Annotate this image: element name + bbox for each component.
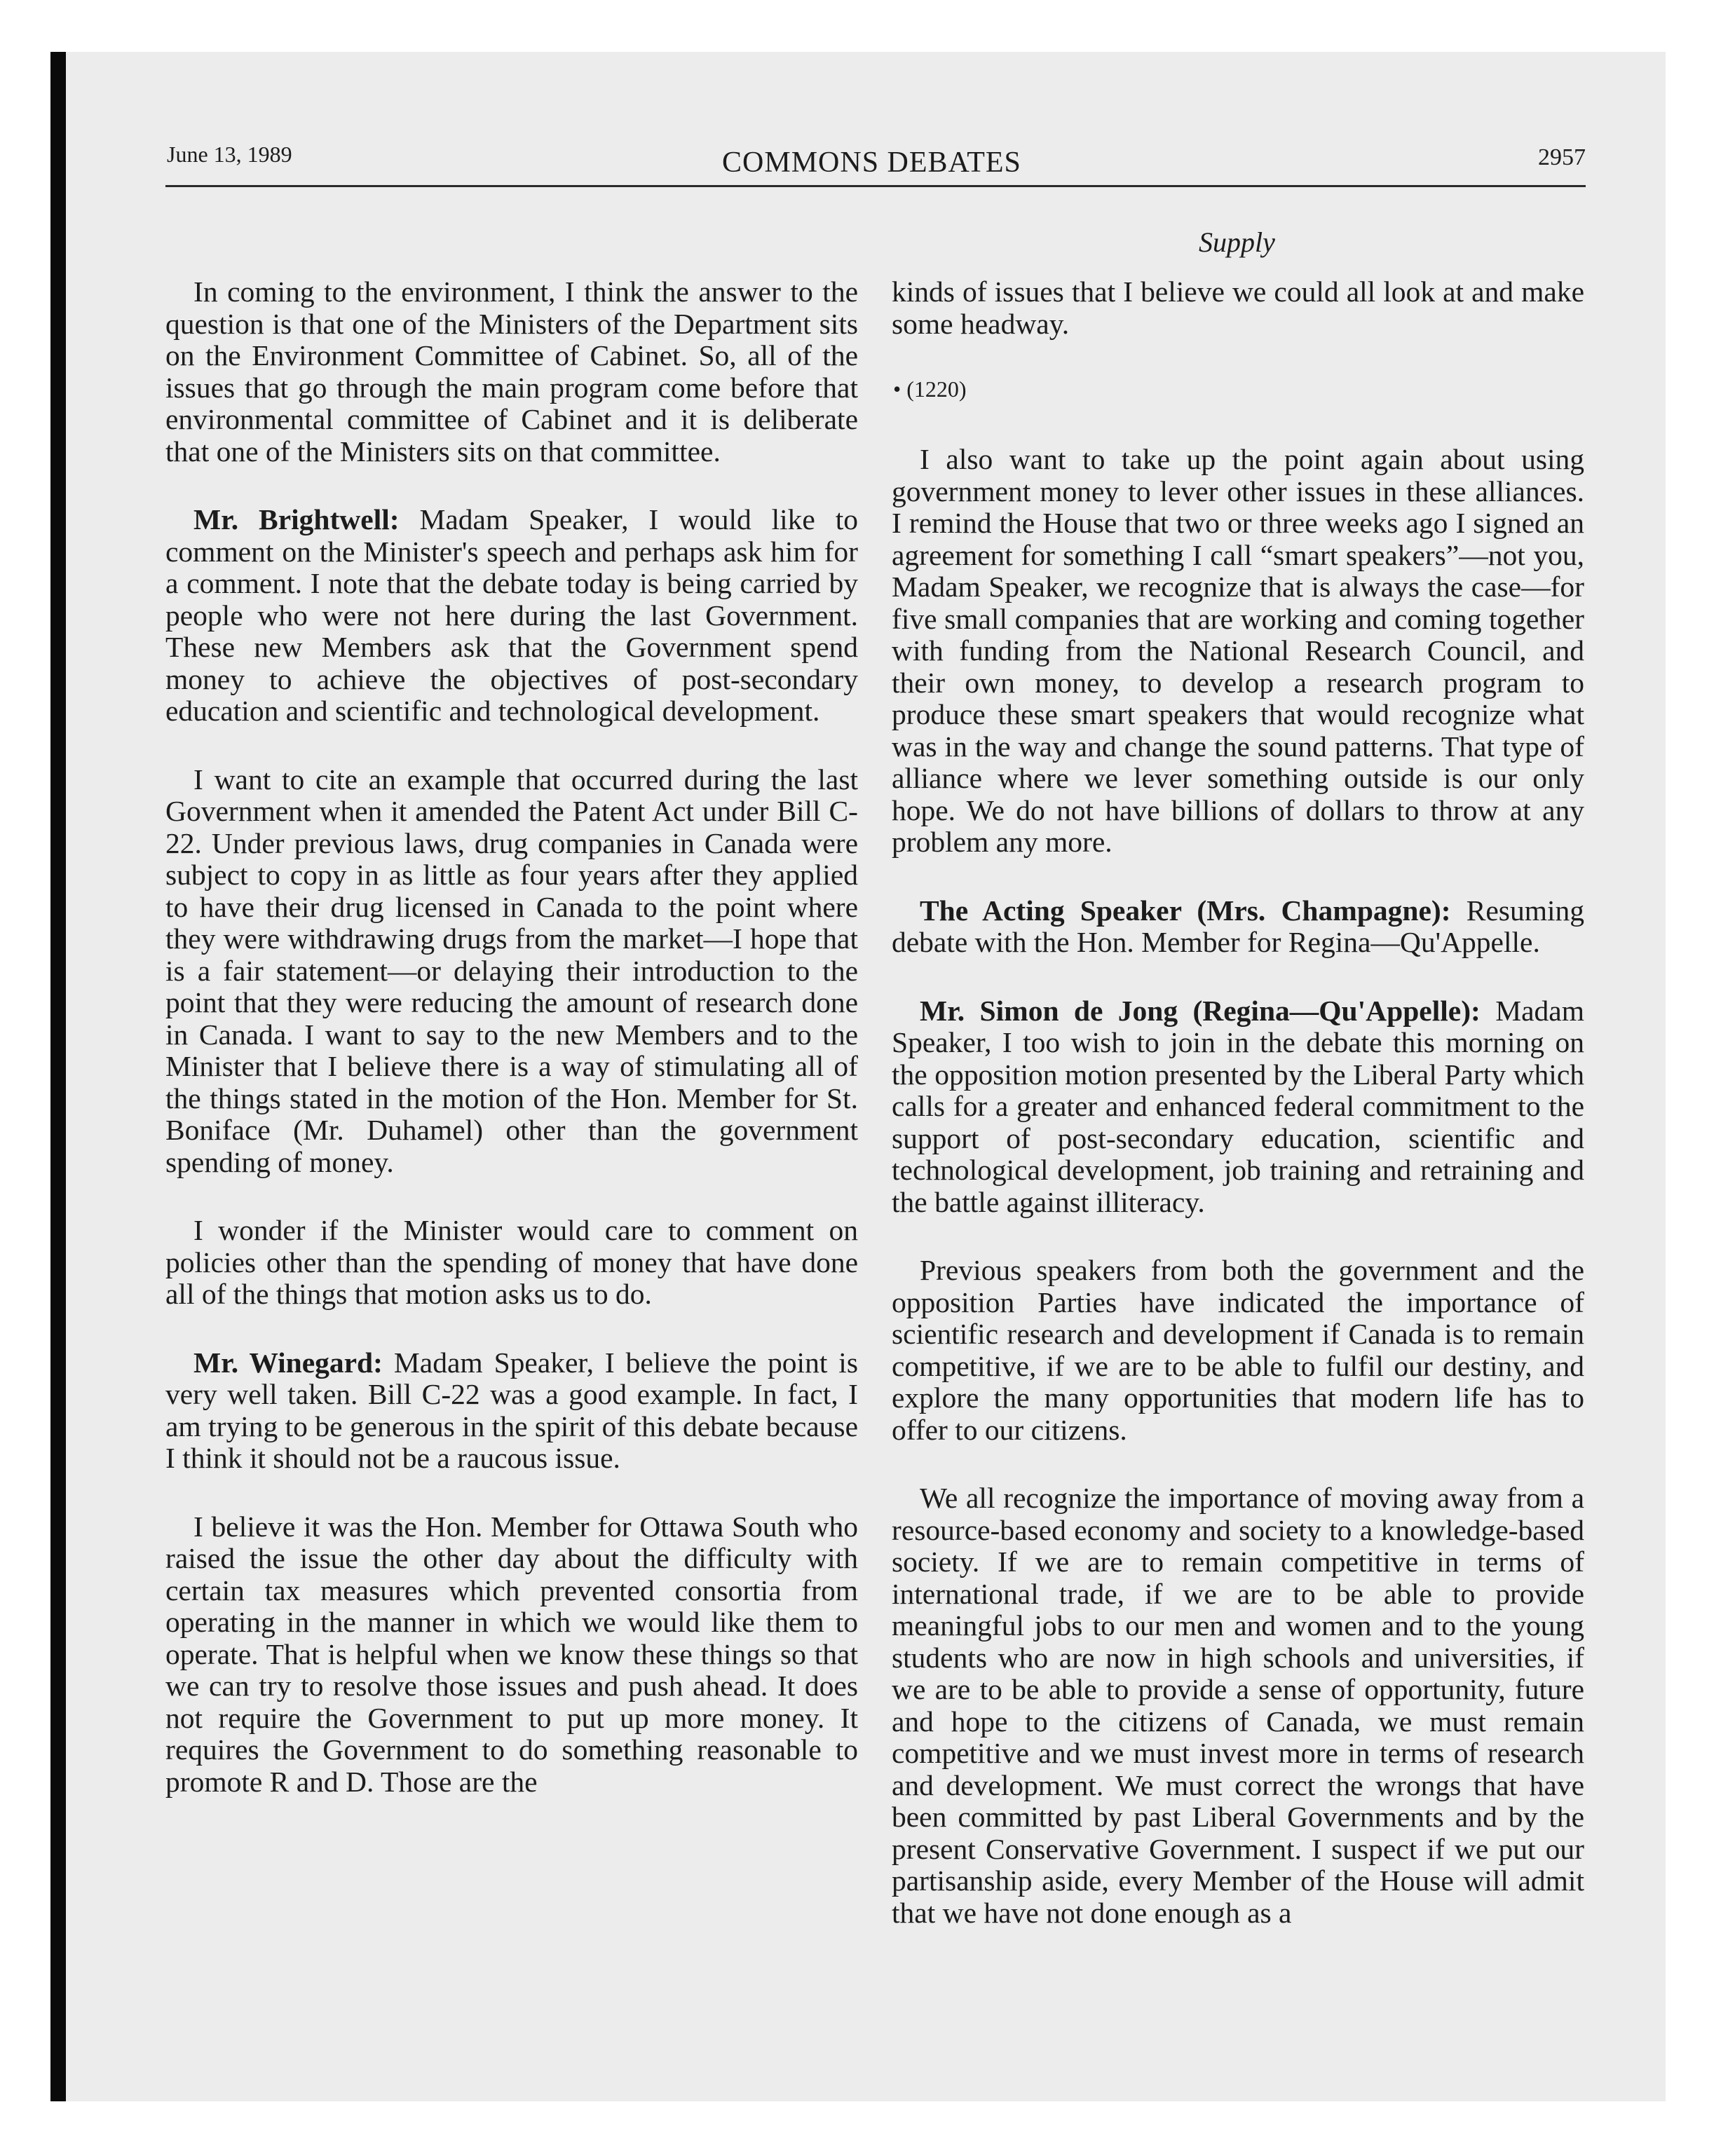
paragraph: [892, 895, 1584, 959]
paragraph: [165, 504, 858, 728]
speaker-name: Mr. Simon de Jong (Regina—Qu'Appelle):: [920, 994, 1481, 1027]
paragraph: kinds of issues that I believe we could all look at and make some headway.: [892, 275, 1584, 340]
paragraph: I believe it was the Hon. Member for Ottawa South who raised the issue the other day about the difficulty with certain tax measures which prevented consortia from operating in the manner in which we would like them to operate. That is helpful when we know these things so that we can try to resolve those issues and push ahead. It does not require the Government to put up more money. It requires the Government to do something reasonable to promote R and D. Those are the: [165, 1510, 858, 1798]
speaker-name: Mr. Winegard:: [193, 1346, 383, 1379]
paragraph: I also want to take up the point again about using government money to lever other issues in these alliances. I remind the House that two or three weeks ago I signed an agreement for something I call “smart speakers”—not you, Madam Speaker, we recognize that is always the case—for five small companies that are working and coming together with funding from the National Research Council, and their own money, to develop a research program to produce these smart speakers that would recognize what was in the way and change the sound patterns. That type of alliance where we lever something outside is our only hope. We do not have billions of dollars to throw at any problem any more.: [892, 443, 1584, 858]
paragraph-text: Madam Speaker, I too wish to join in the debate this morning on the opposition motion presented by the Liberal Party which calls for a greater and enhanced federal commitment to the support of post-secondary education, scientific and technological development, job training and retraining and the battle against illiteracy.: [892, 994, 1584, 1218]
paragraph-text: Resuming debate with the Hon. Member for Regina—Qu'Appelle.: [892, 894, 1584, 958]
scan-border: [50, 52, 66, 2101]
time-marker: • (1220): [893, 376, 967, 402]
page-number: 2957: [1538, 144, 1586, 170]
paragraph: In coming to the environment, I think the answer to the question is that one of the Ministers of the Department sits on the Environment Committee of Cabinet. So, all of the issues that go through the main program come before that environmental committee of Cabinet and it is deliberate that one of the Ministers sits on that committee.: [165, 275, 858, 468]
paragraph: [892, 995, 1584, 1219]
left-column: [165, 276, 858, 1834]
speaker-name: Mr. Brightwell:: [193, 503, 400, 535]
header-title: COMMONS DEBATES: [722, 146, 1021, 179]
paragraph: I wonder if the Minister would care to comment on policies other than the spending of money that have done all of the things that motion asks us to do.: [165, 1214, 858, 1310]
paragraph-text: Madam Speaker, I believe the point is very well taken. Bill C-22 was a good example. In fact, I am trying to be generous in the spirit of this debate because I think it should not be a raucous issue.: [165, 1346, 858, 1474]
right-column: [892, 276, 1584, 1965]
paragraph: We all recognize the importance of moving away from a resource-based economy and society to a knowledge-based society. If we are to remain competitive in terms of international trade, if we are to be able to provide meaningful jobs to our men and women and to the young students who are now in high schools and universities, if we are to be able to provide a sense of opportunity, future and hope to the citizens of Canada, we must remain competitive and we must invest more in terms of research and development. We must correct the wrongs that have been committed by past Liberal Governments and by the present Conservative Government. I suspect if we put our partisanship aside, every Member of the House will admit that we have not done enough as a: [892, 1482, 1584, 1929]
paragraph: [165, 1347, 858, 1475]
header-date: June 13, 1989: [167, 142, 292, 167]
paragraph: I want to cite an example that occurred during the last Government when it amended the Patent Act under Bill C-22. Under previous laws, drug companies in Canada were subject to copy in as little as four years after they applied to have their drug licensed in Canada to the point where they were withdrawing drugs from the market—I hope that is a fair statement—or delaying their introduction to the point that they were reducing the amount of research done in Canada. I want to say to the new Members and to the Minister that I believe there is a way of stimulating all of the things stated in the motion of the Hon. Member for St. Boniface (Mr. Duhamel) other than the government spending of money.: [165, 763, 858, 1178]
speaker-name: The Acting Speaker (Mrs. Champagne):: [920, 894, 1451, 927]
section-title: Supply: [1199, 226, 1275, 258]
paragraph: Previous speakers from both the government and the opposition Parties have indicated the importance of scientific research and development if Canada is to remain competitive, if we are to be able to fulfil our destiny, and explore the many opportunities that modern life has to offer to our citizens.: [892, 1254, 1584, 1446]
paragraph-text: Madam Speaker, I would like to comment on the Minister's speech and perhaps ask him for a comment. I note that the debate today is being carried by people who were not here during the last Government. These new Members ask that the Government spend money to achieve the objectives of post-secondary education and scientific and technological development.: [165, 503, 858, 727]
header-divider: [165, 185, 1586, 187]
